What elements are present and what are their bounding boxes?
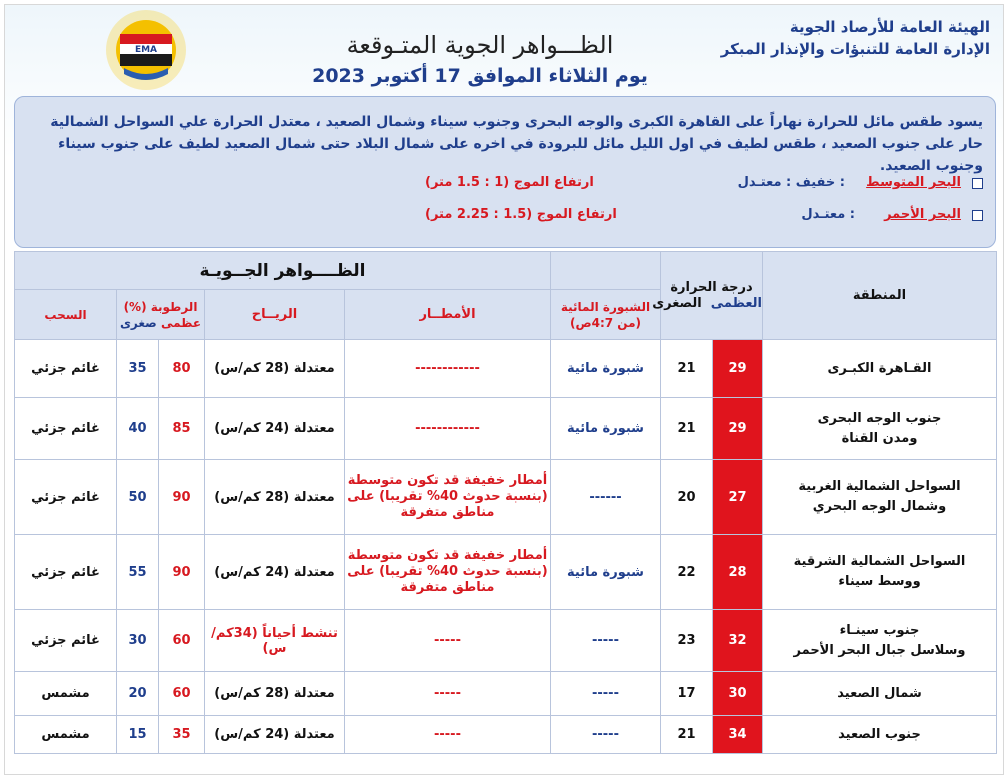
table-row (15, 460, 997, 535)
humidity-max-cell: 80 (159, 340, 205, 398)
humidity-min-cell: 50 (117, 460, 159, 535)
header-clouds: السحب (15, 290, 117, 340)
wind-cell: معتدلة (24 كم/س) (205, 398, 345, 460)
temp-max-cell: 32 (713, 610, 763, 672)
fog-cell: ----- (551, 610, 661, 672)
checkbox-bullet-icon (972, 210, 983, 221)
region-cell: جنوب الصعيد (763, 716, 997, 754)
fog-cell: شبورة مائية (551, 535, 661, 610)
sea-name: البحر المتوسط (866, 175, 961, 190)
org-name: الهيئة العامة للأرصاد الجوية (789, 18, 990, 36)
header-spacer (551, 252, 661, 290)
region-cell: السواحل الشمالية الشرقية ووسط سيناء (763, 535, 997, 610)
fog-cell: شبورة مائية (551, 398, 661, 460)
wave-height: ارتفاع الموج (1 : 1.5 متر) (425, 175, 594, 190)
fog-cell: ----- (551, 672, 661, 716)
table-row (15, 716, 997, 754)
temp-max-cell: 29 (713, 340, 763, 398)
header-region: المنطقة (763, 252, 997, 340)
header-temp: درجة الحرارة العظمى الصغرى (661, 252, 763, 340)
sea-row-mediterranean (15, 175, 995, 197)
header-wind: الريــاح (205, 290, 345, 340)
humidity-max-cell: 90 (159, 535, 205, 610)
region-cell: السواحل الشمالية الغربية وشمال الوجه البحري (763, 460, 997, 535)
rain-cell: ----- (345, 672, 551, 716)
wind-cell: معتدلة (28 كم/س) (205, 340, 345, 398)
bulletin-title: الظـــواهر الجوية المتـوقعة (346, 31, 614, 59)
clouds-cell: غائم جزئي (15, 398, 117, 460)
header-humidity: الرطوبة (%) عظمى صغرى (117, 290, 205, 340)
fog-cell: شبورة مائية (551, 340, 661, 398)
region-cell: جنوب الوجه البحرى ومدن القناة (763, 398, 997, 460)
org-department: الإدارة العامة للتنبؤات والإنذار المبكر (720, 40, 990, 58)
temp-max-cell: 34 (713, 716, 763, 754)
temp-min-cell: 21 (661, 340, 713, 398)
sea-state: : خفيف : معتـدل (737, 175, 845, 190)
sea-state: : معتـدل (801, 207, 855, 222)
clouds-cell: مشمس (15, 672, 117, 716)
humidity-max-cell: 60 (159, 610, 205, 672)
sea-row-red-sea (15, 207, 995, 229)
humidity-min-cell: 35 (117, 340, 159, 398)
temp-min-cell: 20 (661, 460, 713, 535)
clouds-cell: مشمس (15, 716, 117, 754)
bulletin-title-block (300, 28, 660, 90)
wave-height: ارتفاع الموج (1.5 : 2.25 متر) (425, 207, 617, 222)
fog-cell: ------ (551, 460, 661, 535)
wind-cell: معتدلة (28 كم/س) (205, 672, 345, 716)
wind-cell: معتدلة (24 كم/س) (205, 716, 345, 754)
rain-cell: ----- (345, 610, 551, 672)
humidity-max-cell: 60 (159, 672, 205, 716)
temp-min-cell: 22 (661, 535, 713, 610)
table-row (15, 610, 997, 672)
header-rain: الأمطــار (345, 290, 551, 340)
temp-min-cell: 23 (661, 610, 713, 672)
temp-min-cell: 21 (661, 716, 713, 754)
clouds-cell: غائم جزئي (15, 610, 117, 672)
bulletin-date: يوم الثلاثاء الموافق 17 أكتوبر 2023 (312, 65, 648, 87)
region-cell: القـاهرة الكبـرى (763, 340, 997, 398)
clouds-cell: غائم جزئي (15, 535, 117, 610)
humidity-min-cell: 15 (117, 716, 159, 754)
temp-min-cell: 17 (661, 672, 713, 716)
rain-cell: ----- (345, 716, 551, 754)
fog-cell: ----- (551, 716, 661, 754)
svg-text:EMA: EMA (134, 45, 158, 55)
region-cell: شمال الصعيد (763, 672, 997, 716)
humidity-max-cell: 35 (159, 716, 205, 754)
header-phenomena: الظــــواهر الجــويـة (15, 252, 551, 290)
org-header (690, 16, 990, 60)
humidity-max-cell: 90 (159, 460, 205, 535)
temp-max-cell: 27 (713, 460, 763, 535)
humidity-max-cell: 85 (159, 398, 205, 460)
forecast-table (14, 251, 997, 754)
wind-cell: تنشط أحياناً (34كم/س) (205, 610, 345, 672)
rain-cell: ------------ (345, 398, 551, 460)
sea-name: البحر الأحمر (884, 207, 961, 222)
rain-cell: أمطار خفيفة قد تكون متوسطة (بنسبة حدوث 40% تقريبا) على مناطق متفرقة (345, 460, 551, 535)
humidity-min-cell: 55 (117, 535, 159, 610)
rain-cell: ------------ (345, 340, 551, 398)
wind-cell: معتدلة (24 كم/س) (205, 535, 345, 610)
temp-max-cell: 30 (713, 672, 763, 716)
humidity-min-cell: 20 (117, 672, 159, 716)
clouds-cell: غائم جزئي (15, 340, 117, 398)
rain-cell: أمطار خفيفة قد تكون متوسطة (بنسبة حدوث 40% تقريبا) على مناطق متفرقة (345, 535, 551, 610)
checkbox-bullet-icon (972, 178, 983, 189)
temp-max-cell: 29 (713, 398, 763, 460)
humidity-min-cell: 40 (117, 398, 159, 460)
region-cell: جنوب سينـاء وسلاسل جبال البحر الأحمر (763, 610, 997, 672)
clouds-cell: غائم جزئي (15, 460, 117, 535)
temp-min-cell: 21 (661, 398, 713, 460)
forecast-summary (14, 96, 996, 248)
table-row (15, 340, 997, 398)
temp-max-cell: 28 (713, 535, 763, 610)
table-row (15, 535, 997, 610)
humidity-min-cell: 30 (117, 610, 159, 672)
wind-cell: معتدلة (28 كم/س) (205, 460, 345, 535)
ema-logo-icon (98, 10, 194, 96)
summary-text: يسود طقس مائل للحرارة نهاراً على القاهرة الكبرى والوجه البحرى وجنوب سيناء وشمال الصعيد ، معتدل الحرارة علي السواحل الشمالية حار على جنوب الصعيد ، طقس لطيف في اول الليل مائل للبرودة في اخره على شمال البلاد حتى شمال الصعيد لطيف على جنوب سيناء وجنوب الصعيد. (50, 114, 983, 174)
header-fog: الشبورة المائية (من 4:7ص) (551, 290, 661, 340)
table-row (15, 672, 997, 716)
table-row (15, 398, 997, 460)
